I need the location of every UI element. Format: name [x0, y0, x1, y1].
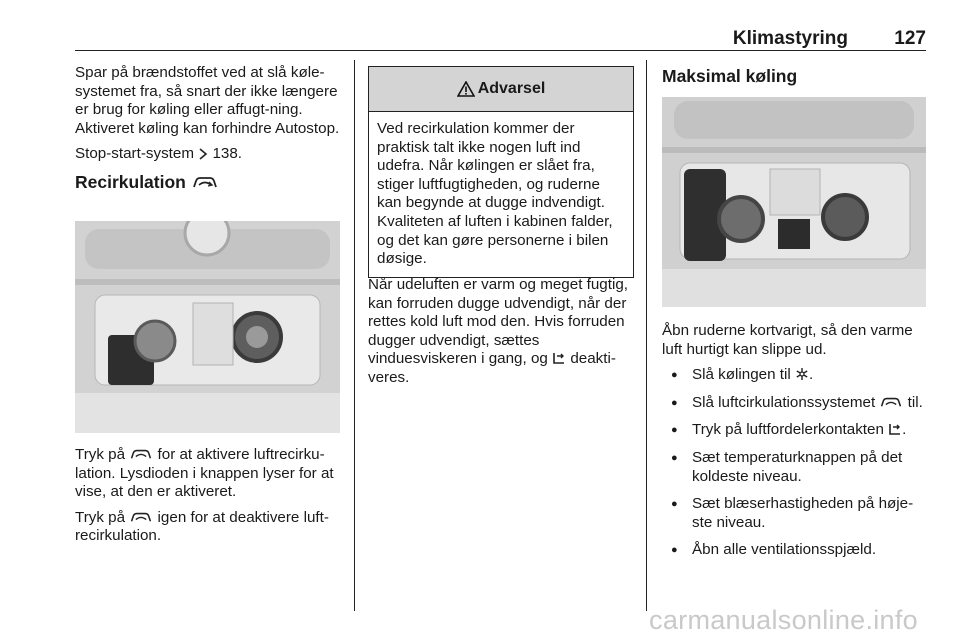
recirculation-icon — [879, 395, 903, 409]
activate-text-a: Tryk på — [75, 446, 126, 463]
max-cooling-panel-photo — [662, 97, 926, 307]
activate-text-b: for at aktivere luftrecirku-lation. Lysdioden i knappen lyser for at vise, at den er aktiveret. — [75, 446, 334, 501]
list-item: ● Sæt blæserhastigheden på høje-ste niveau. — [662, 495, 930, 532]
deactivate-text-a: Tryk på — [75, 508, 126, 526]
max-cooling-intro: Åbn ruderne kortvarigt, så den varme luft hurtigt kan slippe ud. — [662, 322, 913, 358]
step-recirc-text: Slå luftcirkulationssystemet — [692, 393, 876, 411]
column-left-lower — [75, 446, 343, 553]
step-ac-text: Slå kølingen til — [692, 366, 791, 384]
warning-header — [369, 67, 633, 112]
column-right — [662, 64, 928, 95]
list-item: ● Tryk på luftfordelerkontakten . — [662, 421, 930, 440]
column-divider-right — [646, 60, 647, 611]
max-cooling-steps — [662, 366, 930, 560]
page-title: Klimastyring — [732, 28, 848, 49]
deactivate-text-b: igen for at deaktivere luft-recirkulation. — [75, 508, 329, 545]
column-middle — [368, 276, 634, 395]
list-item: ● Slå kølingen til . — [662, 366, 930, 385]
cross-reference-page: 138. — [212, 145, 243, 163]
column-right-lower — [662, 322, 930, 569]
list-item: ● Åbn alle ventilationsspjæld. — [662, 541, 930, 560]
cross-reference[interactable] — [75, 145, 343, 164]
air-distribution-icon — [888, 422, 902, 436]
fog-text-b: deakti-veres. — [368, 350, 616, 386]
warning-icon — [457, 81, 475, 97]
deactivate-paragraph — [75, 509, 343, 546]
intro-paragraph: Spar på brændstoffet ved at slå køle-systemet fra, så snart der ikke længere er brug for køling eller affugt-ning. Aktiveret køling kan forhindre Autostop. — [75, 64, 340, 137]
fog-text-a: Når udeluften er varm og meget fugtig, kan forruden dugge udvendigt, når der rettes kold luft mod den. Hvis forruden dugger udvendigt, sættes vinduesviskeren i gang, og — [368, 276, 629, 368]
column-left — [75, 64, 343, 201]
recirculation-icon — [129, 510, 153, 524]
warning-body: Ved recirkulation kommer der praktisk talt ikke nogen luft ind udefra. Når kølingen er slået fra, stiger luftfugtigheden, og ruderne kan begynde at dugge indvendigt. Kvaliteten af luften i kabinen falder, og det kan gøre personerne i bilen døsige. — [377, 120, 613, 268]
ac-snowflake-icon — [795, 367, 809, 381]
section-heading-label: Recirkulation — [75, 171, 186, 192]
recirculation-icon — [191, 174, 219, 190]
page-header — [75, 0, 926, 51]
recirculation-panel-photo — [75, 221, 340, 433]
section-heading-recirculation — [75, 172, 343, 192]
step-recirc-end: til. — [907, 393, 923, 411]
air-distribution-icon — [552, 351, 566, 365]
arrow-right-icon — [198, 148, 208, 160]
fog-paragraph — [368, 276, 634, 388]
list-item — [662, 394, 930, 413]
recirculation-icon — [129, 447, 153, 461]
page-number: 127 — [894, 28, 926, 49]
watermark: carmanualsonline.info — [649, 605, 918, 635]
warning-box — [368, 66, 634, 278]
column-divider-left — [354, 60, 355, 611]
list-item: ● Sæt temperaturknappen på det koldeste niveau. — [662, 449, 930, 486]
warning-title: Advarsel — [477, 80, 546, 97]
climate-panel-image — [75, 221, 340, 433]
climate-panel-image — [662, 97, 926, 307]
cross-reference-label: Stop-start-system — [75, 145, 194, 163]
section-heading-max-cooling: Maksimal køling — [662, 66, 798, 86]
step-distribution-text: Tryk på luftfordelerkontakten — [692, 421, 884, 439]
activate-paragraph — [75, 446, 343, 502]
